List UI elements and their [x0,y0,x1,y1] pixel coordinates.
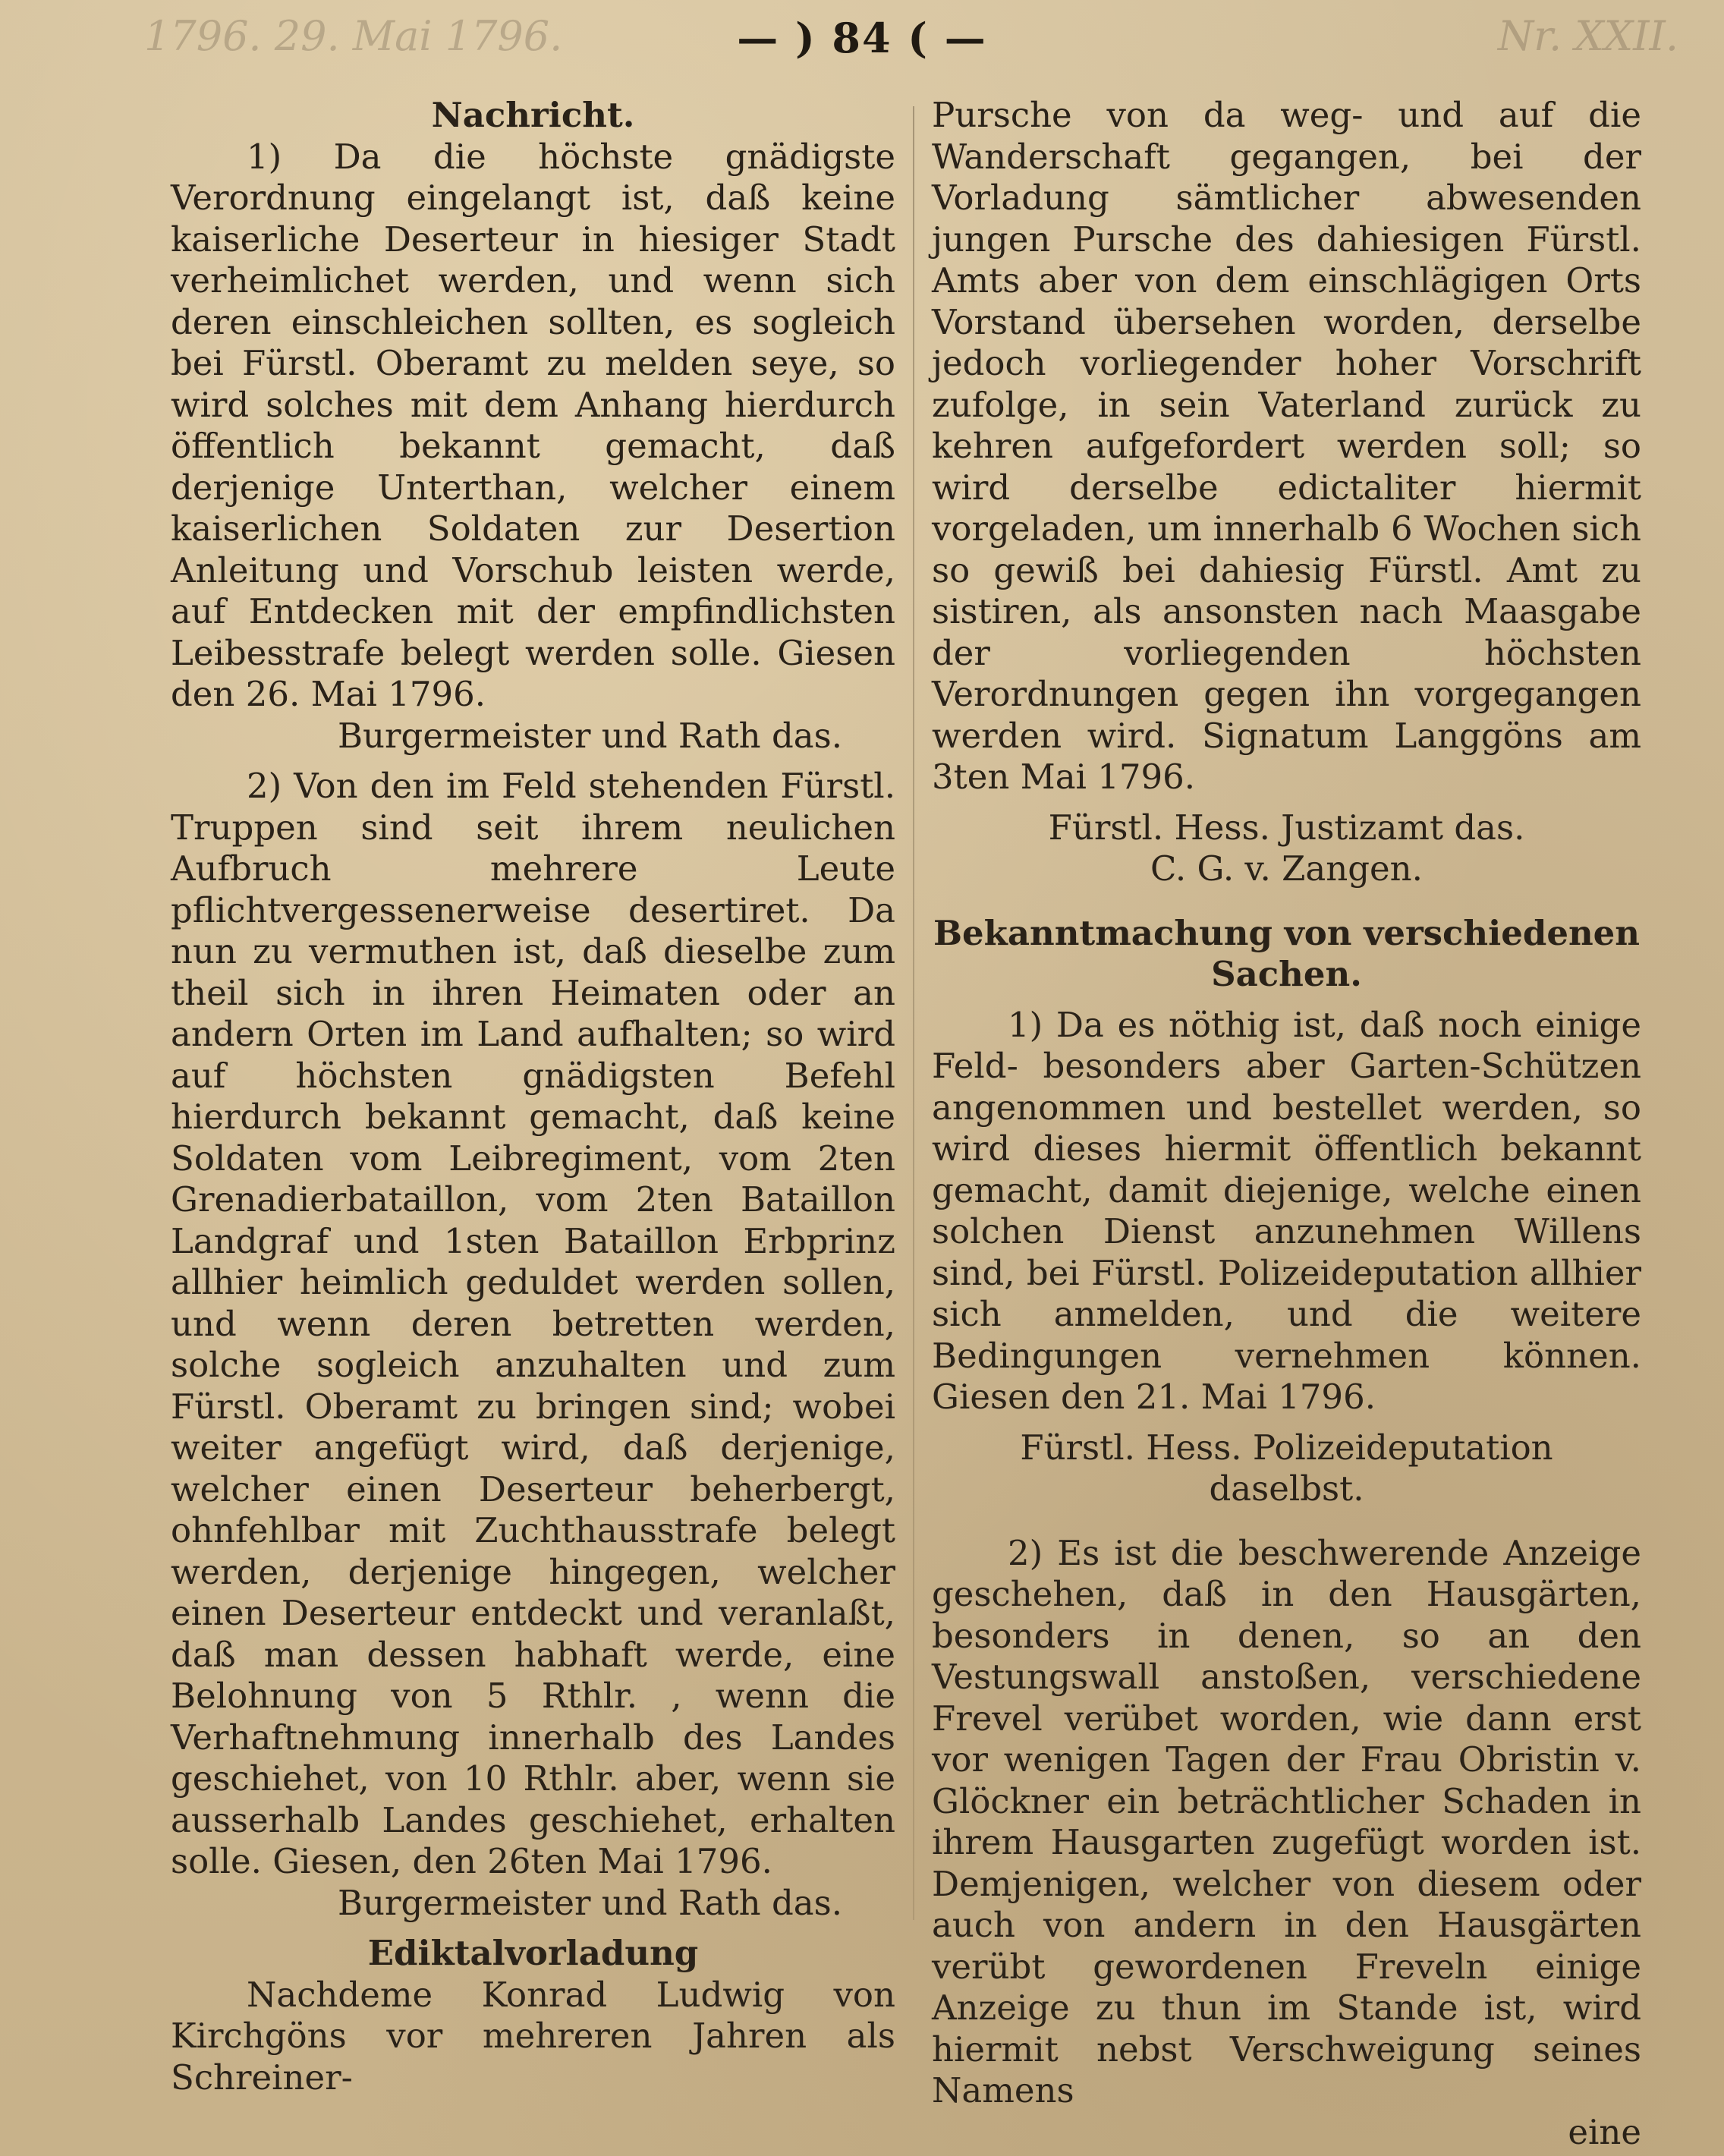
notice-item-2: 2) Von den im Feld stehenden Fürstl. Truppen sind seit ihrem neulichen Aufbruch mehrere Leute pflichtvergessenerweise desertiret. Da nun zu vermuthen ist, daß dieselbe zum theil sich in ihren Heimaten oder an andern Orten im Land aufhalten; so wird auf höchsten gnädigsten Befehl hierdurch bekannt gemacht, daß keine Soldaten vom Leibregiment, vom 2ten Grenadierbataillon, vom 2ten Bataillon Landgraf und 1sten Bataillon Erbprinz allhier heimlich geduldet werden sollen, und wenn deren betretten werden, solche sogleich anzuhalten und zum Fürstl. Oberamt zu bringen sind; wobei weiter angefügt wird, daß derjenige, welcher einen Deserteur beherbergt, ohnfehlbar mit Zuchthausstrafe belegt werden, derjenige hingegen, welcher einen Deserteur entdeckt und veranlaßt, daß man dessen habhaft werde, eine Belohnung von 5 Rthlr. , wenn die Verhaftnehmung innerhalb des Landes geschiehet, von 10 Rthlr. aber, wenn sie ausserhalb Landes geschiehet, erhalten solle. Giesen, den 26ten Mai 1796. [171,766,895,1881]
edict-title: Ediktalvorladung [367,1933,699,1973]
bleed-through-text-right: Nr. XXII. [1497,12,1678,60]
left-column [171,95,895,2098]
edict-signature-name: C. G. v. Zangen. [1150,848,1423,889]
announcement-item-1-signature-office: Fürstl. Hess. Polizeideputation [1020,1427,1553,1468]
notice-item-2-signature: Burgermeister und Rath das. [337,1882,842,1923]
notice-title: Nachricht. [431,95,635,135]
catchword: eine [1568,2111,1641,2152]
edict-signature-office: Fürstl. Hess. Justizamt das. [1048,807,1525,848]
bleed-through-text-left: 1796. 29. Mai 1796. [144,12,563,60]
edict-text-continued: Pursche von da weg- und auf die Wanderschaft gegangen, bei der Vorladung sämtlicher abwesenden jungen Pursche des dahiesigen Fürstl. Amts aber von dem einschlägigen Orts Vorstand übersehen worden, derselbe jedoch vorliegender hoher Vorschrift zufolge, in sein Vaterland zurück zu kehren aufgefordert werden soll; so wird derselbe edictaliter hiermit vorgeladen, um innerhalb 6 Wochen sich so gewiß bei dahiesig Fürstl. Amt zu sistiren, als ansonsten nach Maasgabe der vorliegenden höchsten Verordnungen gegen ihn vorgegangen werden wird. Signatum Langgöns am 3ten Mai 1796. [932,95,1641,797]
page-header [0,0,1724,83]
announcement-item-1-signature-place: daselbst. [1209,1468,1364,1509]
right-column [932,95,1641,2153]
notice-item-1: 1) Da die höchste gnädigste Verordnung eingelangt ist, daß keine kaiserliche Deserteur in hiesiger Stadt verheimlichet werden, und wenn sich deren einschleichen sollten, es sogleich bei Fürstl. Oberamt zu melden seye, so wird solches mit dem Anhang hierdurch öffentlich bekannt gemacht, daß derjenige Unterthan, welcher einem kaiserlichen Soldaten zur Desertion Anleitung und Vorschub leisten werde, auf Entdecken mit der empfindlichsten Leibesstrafe belegt werden solle. Giesen den 26. Mai 1796. [171,136,895,714]
announcement-item-2: 2) Es ist die beschwerende Anzeige geschehen, daß in den Hausgärten, besonders in denen, so an den Vestungswall anstoßen, verschiedene Frevel verübet worden, wie dann erst vor wenigen Tagen der Frau Obristin v. Glöckner ein beträchtlicher Schaden in ihrem Hausgarten zugefügt worden ist. Demjenigen, welcher von diesem oder auch von andern in den Hausgärten verübt gewordenen Freveln einige Anzeige zu thun im Stande ist, wird hiermit nebst Verschweigung seines Namens [932,1532,1641,2110]
announcement-item-1: 1) Da es nöthig ist, daß noch einige Feld- besonders aber Garten-Schützen angenommen und bestellet werden, so wird dieses hiermit öffentlich bekannt gemacht, damit diejenige, welche einen solchen Dienst anzunehmen Willens sind, bei Fürstl. Polizeideputation allhier sich anmelden, und die weitere Bedingungen vernehmen können. Giesen den 21. Mai 1796. [932,1004,1641,1417]
column-divider [913,106,914,1920]
page-number: — ) 84 ( — [737,14,987,62]
notice-item-1-signature: Burgermeister und Rath das. [337,715,842,756]
announcement-title: Bekanntmachung von verschiedenen Sachen. [933,912,1641,994]
edict-text-start: Nachdeme Konrad Ludwig von Kirchgöns vor mehreren Jahren als Schreiner- [171,1974,895,2098]
